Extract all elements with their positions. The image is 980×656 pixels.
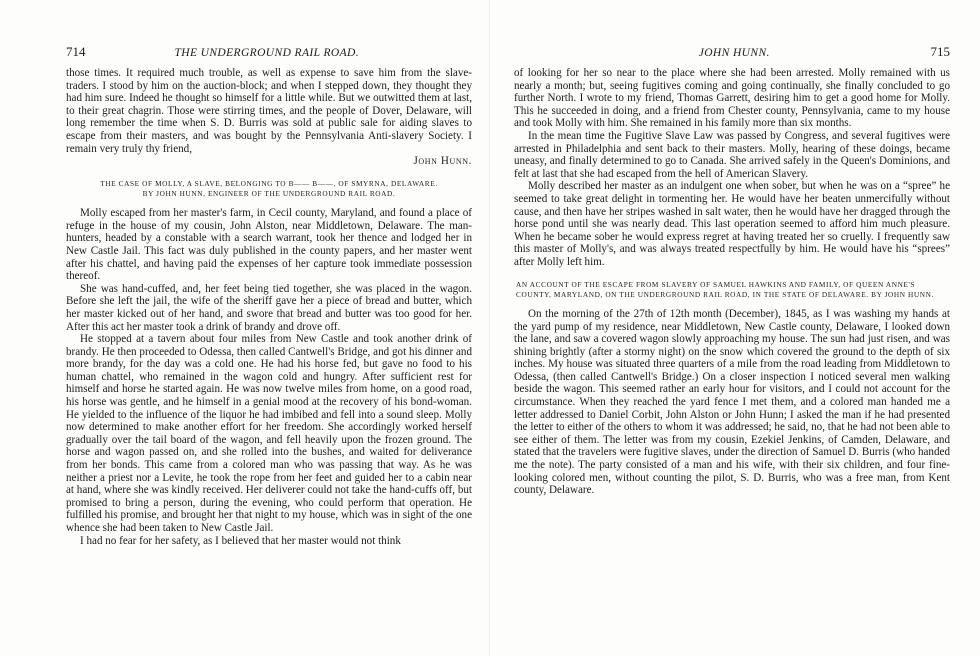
paragraph: He stopped at a tavern about four miles from New Castle and took another drink of brandy. He then proceeded to Odessa, then called Cantwell's Bridge, and got his dinner and more brandy, for the day was a cold one. He had his horse fed, but gave no food to his human chattel, who remained in the wagon cold and hungry. After sufficient rest for himself and horse he started again. He was now twelve miles from home, on a good road, his horse was gentle, and he himself in a genial mood at the recovery of his bond-woman. He yielded to the influence of the liquor he had imbibed and fell into a sound sleep. Molly now determined to make another effort for her freedom. She accordingly worked herself gradually over the tail board of the wagon, and fell heavily upon the frozen ground. The horse and wagon passed on, and she rolled into the bushes, and waited for deliverance from her bonds. This came from a colored man who was passing that way. As he was neither a priest nor a Levite, he took the rope from her feet and guided her to a cabin near at hand, where she was kindly received. Her deliverer could not take the hand-cuffs off, but promised to bring a person, during the evening, who could perform that operation. He fulfilled his promise, and brought her that night to my house, which was in sight of the one whence she had been taken to New Castle Jail. [66, 333, 472, 534]
section-heading-molly-line1: THE CASE OF MOLLY, A SLAVE, BELONGING TO B—— B——, OF SMYRNA, DELAWARE. [100, 178, 438, 188]
right-page [490, 0, 980, 656]
right-page-header [514, 44, 950, 58]
left-page-header [66, 44, 472, 58]
left-page-body [66, 67, 472, 547]
left-running-title: THE UNDERGROUND RAIL ROAD. [174, 47, 360, 59]
section-heading-molly-line2: BY JOHN HUNN, ENGINEER OF THE UNDERGROUND RAIL ROAD. [142, 188, 396, 198]
left-page-number: 714 [66, 44, 86, 59]
paragraph: Molly escaped from her master's farm, in Cecil county, Maryland, and found a place of refuge in the house of my cousin, John Alston, near Middletown, Delaware. The man-hunters, headed by a constable with a search warrant, took her thence and lodged her in New Castle Jail. This fact was duly published in the county papers, and her master went after his chattel, and having paid the expenses of her capture took immediate possession thereof. [66, 207, 472, 283]
paragraph: On the morning of the 27th of 12th month (December), 1845, as I was washing my hands at the yard pump of my residence, near Middletown, New Castle county, Delaware, I looked down the lane, and saw a covered wagon slowly approaching my house. The sun had just risen, and was shining brightly (after a stormy night) on the snow which covered the ground to the depth of six inches. My house was situated three quarters of a mile from the road leading from Middletown to Odessa, (then called Cantwell's Bridge.) On a closer inspection I noticed several men walking beside the wagon. This seemed rather an early hour for visitors, and I could not account for the circumstance. When they reached the yard fence I met them, and a colored man handed me a letter addressed to Daniel Corbit, John Alston or John Hunn; I asked the man if he had presented the letter to either of the others to whom it was addressed; he said, no, that he had not been able to see either of them. The letter was from my cousin, Ezekiel Jenkins, of Camden, Delaware, and stated that the travelers were fugitive slaves, under the direction of Samuel D. Burris (who handed me the note). The party consisted of a man and his wife, with their six children, and four fine-looking colored men, without counting the pilot, S. D. Burris, who was a free man, from Kent county, Delaware. [514, 307, 950, 497]
paragraph-continued: of looking for her so near to the place where she had been arrested. Molly remained with us nearly a month; but, seeing fugitives coming and going continually, she finally concluded to go further North. I wrote to my friend, Thomas Garrett, desiring him to get a good home for Molly. This he succeeded in doing, and a friend from Chester county, Pennsylvania, came to my house and took Molly with him. She remained in his family more than six months. [514, 67, 950, 130]
paragraph: She was hand-cuffed, and, her feet being tied together, she was placed in the wagon. Before she left the jail, the wife of the sheriff gave her a piece of bread and butter, which her master kicked out of her hand, and swore that bread and butter was too good for her. After this act her master took a drink of brandy and drove off. [66, 282, 472, 333]
paragraph: In the mean time the Fugitive Slave Law was passed by Congress, and several fugitives were arrested in Philadelphia and sent back to their masters. Molly, hearing of these doings, became uneasy, and finally determined to go to Canada. She arrived safely in the Queen's Dominions, and felt at last that she had escaped from the hell of American Slavery. [514, 129, 950, 180]
section-heading-molly [66, 179, 472, 199]
right-page-number: 715 [930, 44, 950, 59]
paragraph: I had no fear for her safety, as I believed that her master would not think [80, 534, 401, 547]
section-heading-hawkins: AN ACCOUNT OF THE ESCAPE FROM SLAVERY OF SAMUEL HAWKINS AND FAMILY, OF QUEEN ANNE'S COUNTY, MARYLAND, ON THE UNDERGROUND RAIL ROAD, IN THE STATE OF DELAWARE. BY JOHN HUNN. [516, 279, 934, 299]
letter-ending: those times. It required much trouble, as well as expense to save him from the slave-traders. I stood by him on the auction-block; and when I stepped down, they thought they had him sure. Indeed he thought so himself for a little while. But we outwitted them at last, to their great chagrin. Those were stirring times, and the people of Dover, Delaware, will long remember the time when S. D. Burris was sold at public sale for aiding slaves to escape from their masters, and was bought by the Pennsylvania Anti-slavery Society. I remain very truly thy friend, [66, 67, 472, 155]
paragraph: Molly described her master as an indulgent one when sober, but when he was on a “spree” he seemed to take great delight in tormenting her. He would have her beaten unmercifully without cause, and then have her stripes washed in salt water, then he would have her dragged through the horse pond until she was nearly dead. This last operation seemed to afford him much pleasure. When he became sober he would express regret at having treated her so cruelly. I frequently saw this master of Molly's, and was always treated respectfully by him. He would have his “sprees” after Molly left him. [514, 180, 950, 268]
right-page-body [514, 67, 950, 497]
right-running-title: JOHN HUNN. [698, 47, 770, 59]
letter-signature: John Hunn. [413, 155, 472, 168]
